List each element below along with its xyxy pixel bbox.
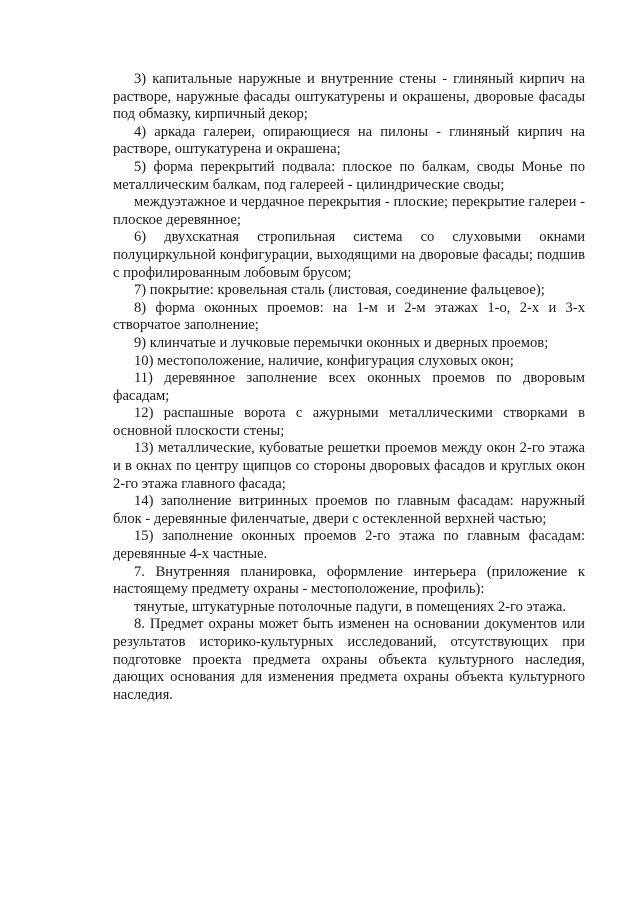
paragraph-section-8: 8. Предмет охраны может быть изменен на основании документов или результатов историко-культурных исследований, отсутствующих при подготовке проекта предмета охраны объекта культурного наследия, дающих основания для изменения предмета охраны объекта культурного наследия. [113,616,585,703]
paragraph-item-11: 11) деревянное заполнение всех оконных проемов по дворовым фасадам; [113,370,585,404]
paragraph-item-4: 4) аркада галереи, опирающиеся на пилоны - глиняный кирпич на растворе, оштукатурена и окрашена; [113,123,585,158]
paragraph-item-9: 9) клинчатые и лучковые перемычки оконных и дверных проемов; [134,334,549,351]
paragraph-section-7: 7. Внутренняя планировка, оформление интерьера (приложение к настоящему предмету охраны - местоположение, профиль): [113,563,585,598]
paragraph-item-6: 6) двухскатная стропильная система со слуховыми окнами полуциркульной конфигурации, выходящими на дворовые фасады; подшив с профилированным лобовым брусом; [113,229,585,281]
paragraph-item-5: 5) форма перекрытий подвала: плоское по балкам, своды Монье по металлическим балкам, под галереей - цилиндрические своды; [113,158,585,193]
paragraph-item-12: 12) распашные ворота с ажурными металлическими створками в основной плоскости стены; [113,405,585,439]
paragraph-item-10: 10) местоположение, наличие, конфигурация слуховых окон; [134,352,514,369]
paragraph-item-13: 13) металлические, кубоватые решетки проемов между окон 2-го этажа и в окнах по центру щипцов со стороны дворовых фасадов и круглых окон 2-го этажа главного фасада; [113,440,585,492]
paragraph-item-15: 15) заполнение оконных проемов 2-го этажа по главным фасадам: деревянные 4-х частные. [113,528,585,563]
paragraph-item-8: 8) форма оконных проемов: на 1-м и 2-м этажах 1-о, 2-х и 3-х створчатое заполнение; [113,299,585,334]
paragraph-item-7: 7) покрытие: кровельная сталь (листовая, соединение фальцевое); [134,282,545,299]
paragraph-item-14: 14) заполнение витринных проемов по главным фасадам: наружный блок - деревянные филенчатые, двери с остекленной верхней частью; [113,493,585,527]
paragraph-section-7-detail: тянутые, штукатурные потолочные падуги, в помещениях 2-го этажа. [134,598,567,615]
paragraph-floor-ceilings: междуэтажное и чердачное перекрытия - плоские; перекрытие галереи - плоское деревянное; [113,194,585,228]
document-body [113,71,585,704]
paragraph-item-3: 3) капитальные наружные и внутренние стены - глиняный кирпич на растворе, наружные фасады оштукатурены и окрашены, дворовые фасады под обмазку, кирпичный декор; [113,71,585,123]
